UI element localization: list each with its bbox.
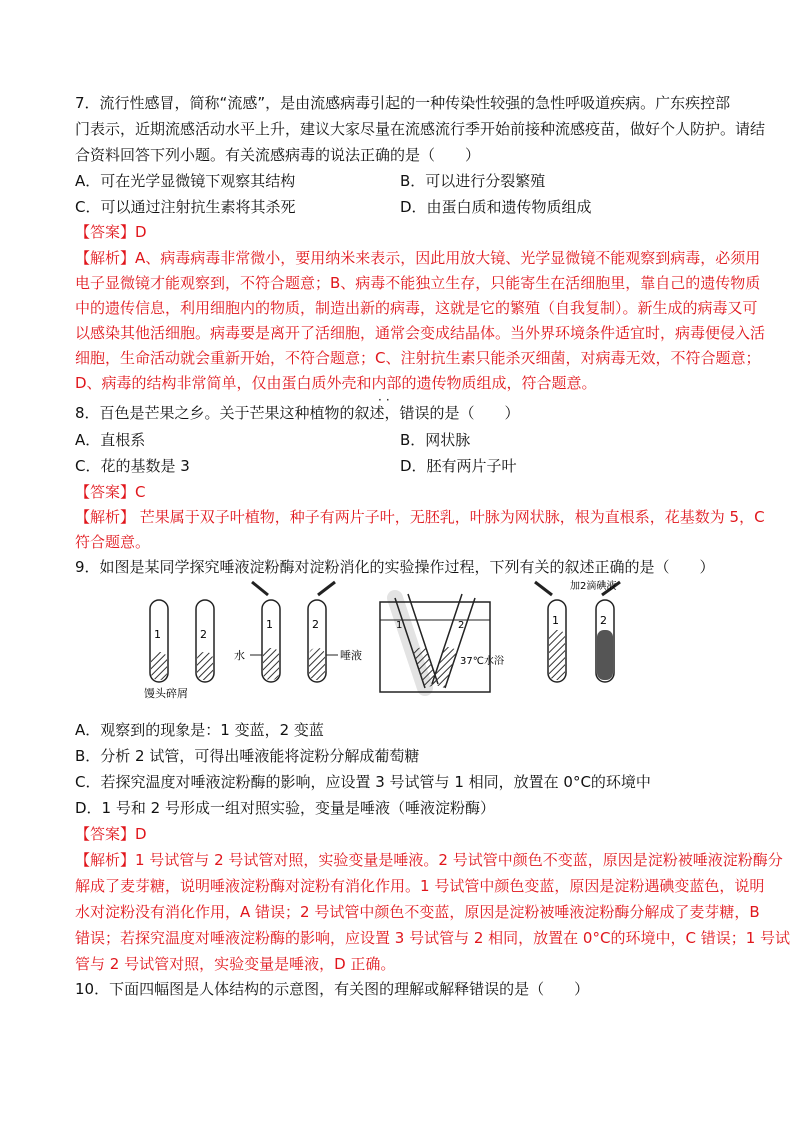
- step1-label-2: 2: [200, 628, 207, 641]
- step3-water-bath: [380, 594, 504, 692]
- q8-analysis-line-1: 【解析】 芒果属于双子叶植物，种子有两片子叶，无胚乳，叶脉为网状脉，根为直根系，花基数为 5，C: [75, 508, 765, 526]
- label-bread-crumbs: 馒头碎屑: [144, 687, 188, 700]
- q9-analysis-line-4: 错误；若探究温度对唾液淀粉酶的影响，应设置 3 号试管与 2 相同，放置在 0°C的环境中，C 错误；1 号试: [75, 929, 791, 947]
- q9-option-b: B．分析 2 试管，可得出唾液能将淀粉分解成葡萄糖: [75, 747, 420, 765]
- step4-tubes: [535, 580, 620, 682]
- q7-analysis-line-6: D、病毒的结构非常简单，仅由蛋白质外壳和内部的遗传物质组成，符合题意。: [75, 374, 597, 392]
- step2-label-2: 2: [312, 618, 319, 631]
- q8-emphasis-dots: ··: [378, 393, 394, 407]
- q7-option-b: B．可以进行分裂繁殖: [400, 172, 546, 190]
- q7-analysis-line-1: 【解析】A、病毒病毒非常微小，要用纳米来表示，因此用放大镜、光学显微镜不能观察到病毒，必须用: [75, 249, 761, 267]
- label-iodine: 加2滴碘液: [570, 581, 617, 592]
- q8-option-d: D．胚有两片子叶: [400, 457, 517, 475]
- q9-option-d: D．1 号和 2 号形成一组对照实验，变量是唾液（唾液淀粉酶）: [75, 799, 495, 817]
- label-water-bath: 37℃水浴: [460, 656, 504, 667]
- step3-label-2: 2: [458, 620, 465, 631]
- step4-label-1: 1: [552, 614, 559, 627]
- q7-answer: 【答案】D: [75, 223, 147, 241]
- q7-stem-line-2: 门表示，近期流感活动水平上升，建议大家尽量在流感流行季开始前接种流感疫苗，做好个人防护。请结: [75, 120, 766, 138]
- q8-option-b: B．网状脉: [400, 431, 471, 449]
- label-water: 水: [234, 649, 245, 662]
- step1-tube-1-content: [151, 652, 167, 680]
- label-saliva: 唾液: [340, 649, 362, 662]
- q9-analysis-line-2: 解成了麦芽糖，说明唾液淀粉酶对淀粉有消化作用。1 号试管中颜色变蓝，原因是淀粉遇碘变蓝色，说明: [75, 877, 765, 895]
- q9-option-c: C．若探究温度对唾液淀粉酶的影响，应设置 3 号试管与 1 相同，放置在 0°C的环境中: [75, 773, 651, 791]
- step2-tubes: [234, 582, 362, 682]
- q7-analysis-line-2: 电子显微镜才能观察到，不符合题意；B、病毒不能独立生存，只能寄生在活细胞里，靠自己的遗传物质: [75, 274, 761, 292]
- q8-option-a: A．直根系: [75, 431, 146, 449]
- step2-label-1: 1: [266, 618, 273, 631]
- q7-analysis-line-3: 中的遗传信息，利用细胞内的物质，制造出新的病毒，这就是它的繁殖（自我复制）。新生成的病毒又可: [75, 299, 758, 317]
- q8-option-c: C．花的基数是 3: [75, 457, 190, 475]
- step1-tube-2-content: [197, 652, 213, 680]
- q8-stem: 8．百色是芒果之乡。关于芒果这种植物的叙述，错误的是（ ）: [75, 404, 520, 422]
- q7-option-c: C．可以通过注射抗生素将其杀死: [75, 198, 296, 216]
- q9-option-a: A．观察到的现象是：1 变蓝，2 变蓝: [75, 721, 324, 739]
- q7-stem-line-1: 7．流行性感冒，简称“流感”，是由流感病毒引起的一种传染性较强的急性呼吸道疾病。广东疾控部: [75, 94, 731, 112]
- q7-option-d: D．由蛋白质和遗传物质组成: [400, 198, 592, 216]
- q7-stem-line-3: 合资料回答下列小题。有关流感病毒的说法正确的是（ ）: [75, 146, 481, 164]
- q7-analysis-line-5: 细胞，生命活动就会重新开始，不符合题意；C、注射抗生素只能杀灭细菌，对病毒无效，不符合题意；: [75, 349, 761, 367]
- step3-label-1: 1: [396, 620, 403, 631]
- step1-label-1: 1: [154, 628, 161, 641]
- q7-analysis-line-4: 以感染其他活细胞。病毒要是离开了活细胞，通常会变成结晶体。当外界环境条件适宜时，病毒便侵入活: [75, 324, 766, 342]
- q9-analysis-line-3: 水对淀粉没有消化作用，A 错误；2 号试管中颜色不变蓝，原因是淀粉被唾液淀粉酶分解成了麦芽糖，B: [75, 903, 760, 921]
- q7-option-a: A．可在光学显微镜下观察其结构: [75, 172, 296, 190]
- q9-analysis-line-5: 管与 2 号试管对照，实验变量是唾液，D 正确。: [75, 955, 396, 973]
- q9-analysis-line-1: 【解析】1 号试管与 2 号试管对照，实验变量是唾液。2 号试管中颜色不变蓝，原因是淀粉被唾液淀粉酶分: [75, 851, 783, 869]
- dropper-left-icon: [252, 582, 268, 595]
- q9-experiment-figure: [140, 580, 680, 700]
- step4-label-2: 2: [600, 614, 607, 627]
- q9-stem: 9．如图是某同学探究唾液淀粉酶对淀粉消化的实验操作过程，下列有关的叙述正确的是（ ）: [75, 558, 715, 576]
- iodine-dropper-left-icon: [535, 582, 552, 595]
- q8-answer: 【答案】C: [75, 483, 146, 501]
- q10-stem: 10．下面四幅图是人体结构的示意图，有关图的理解或解释错误的是（ ）: [75, 980, 590, 998]
- step1-tubes: [142, 600, 214, 700]
- q9-answer: 【答案】D: [75, 825, 147, 843]
- q8-analysis-line-2: 符合题意。: [75, 533, 151, 551]
- dropper-right-icon: [318, 582, 335, 595]
